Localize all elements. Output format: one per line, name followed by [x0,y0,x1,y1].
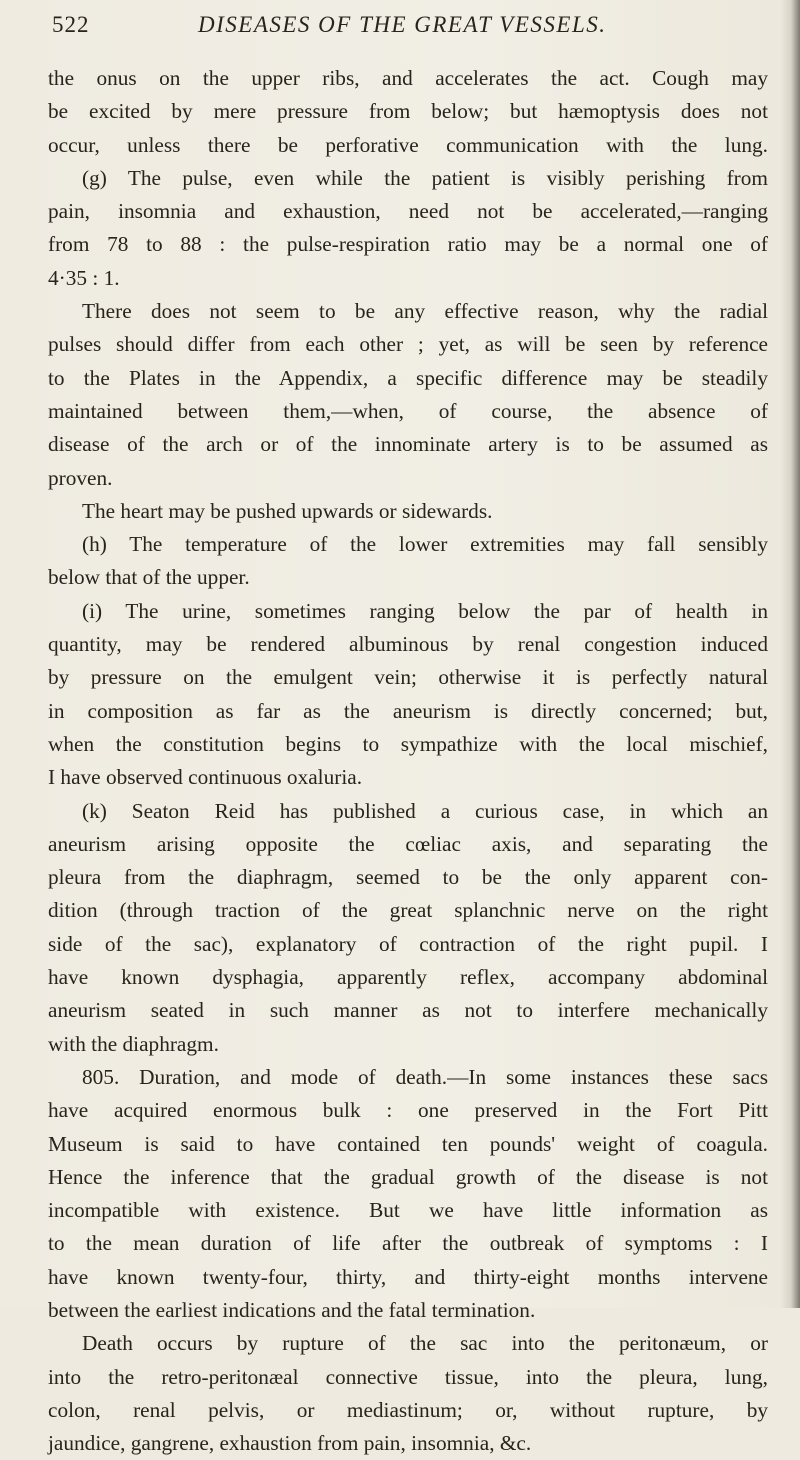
text-line: There does not seem to be any effective reason, why the radial [82,299,768,324]
text-line: between the earliest indications and the fatal termination. [48,1297,536,1322]
text-line: quantity, may be rendered albuminous by renal congestion induced [48,632,768,657]
text-line: aneurism arising opposite the cœliac axis, and separating the [48,831,768,856]
text-line: pain, insomnia and exhaustion, need not be accelerated,—ranging [48,199,768,224]
text-line: The heart may be pushed upwards or sidewards. [82,498,493,523]
text-line: to the Plates in the Appendix, a specific difference may be steadily [48,365,768,390]
running-head [52,12,772,52]
text-line: Death occurs by rupture of the sac into the peritonæum, or [82,1331,768,1356]
text-line: when the constitution begins to sympathize with the local mischief, [48,731,768,756]
text-line: I have observed continuous oxaluria. [48,765,363,790]
text-line: disease of the arch or of the innominate artery is to be assumed as [48,432,768,457]
text-line: the onus on the upper ribs, and accelerates the act. Cough may [48,66,768,90]
text-line: (i) The urine, sometimes ranging below the par of health in [82,598,768,623]
text-line: incompatible with existence. But we have little information as [48,1198,768,1223]
text-line: Hence the inference that the gradual growth of the disease is not [48,1164,768,1189]
page-number: 522 [52,12,90,37]
text-line: side of the sac), explanatory of contraction of the right pupil. I [48,931,768,956]
text-line: pulses should differ from each other ; yet, as will be seen by reference [48,332,768,357]
text-line: occur, unless there be perforative communication with the lung. [48,132,768,157]
body-text [48,62,768,1460]
text-line: (g) The pulse, even while the patient is visibly perishing from [82,165,768,190]
text-line: proven. [48,465,113,490]
text-line: pleura from the diaphragm, seemed to be the only apparent con- [48,865,768,890]
page-edge-shadow [780,0,800,1308]
text-line: be excited by mere pressure from below; but hæmoptysis does not [48,99,768,124]
text-line: maintained between them,—when, of course, the absence of [48,398,768,423]
text-line: by pressure on the emulgent vein; otherwise it is perfectly natural [48,665,768,690]
text-line: have known dysphagia, apparently reflex, accompany abdominal [48,965,768,990]
text-line: in composition as far as the aneurism is directly concerned; but, [48,698,768,723]
text-line: have acquired enormous bulk : one preserved in the Fort Pitt [48,1098,768,1123]
text-line: colon, renal pelvis, or mediastinum; or, without rupture, by [48,1397,768,1422]
text-line: dition (through traction of the great splanchnic nerve on the right [48,898,768,923]
text-line: (k) Seaton Reid has published a curious case, in which an [82,798,768,823]
text-line: (h) The temperature of the lower extremities may fall sensibly [82,532,768,557]
text-line: 4·35 : 1. [48,265,120,290]
text-line: from 78 to 88 : the pulse-respiration ratio may be a normal one of [48,232,768,257]
text-line: jaundice, gangrene, exhaustion from pain, insomnia, &c. [48,1431,532,1456]
text-line: aneurism seated in such manner as not to interfere mechanically [48,998,768,1023]
text-line: 805. Duration, and mode of death.—In some instances these sacs [82,1064,768,1089]
text-line: to the mean duration of life after the outbreak of symptoms : I [48,1231,768,1256]
text-line: below that of the upper. [48,565,250,590]
text-line: have known twenty-four, thirty, and thirty-eight months intervene [48,1264,768,1289]
text-line: into the retro-peritonæal connective tissue, into the pleura, lung, [48,1364,768,1389]
running-title: DISEASES OF THE GREAT VESSELS. [198,12,607,37]
text-line: Museum is said to have contained ten pounds' weight of coagula. [48,1131,768,1156]
text-line: with the diaphragm. [48,1031,219,1056]
